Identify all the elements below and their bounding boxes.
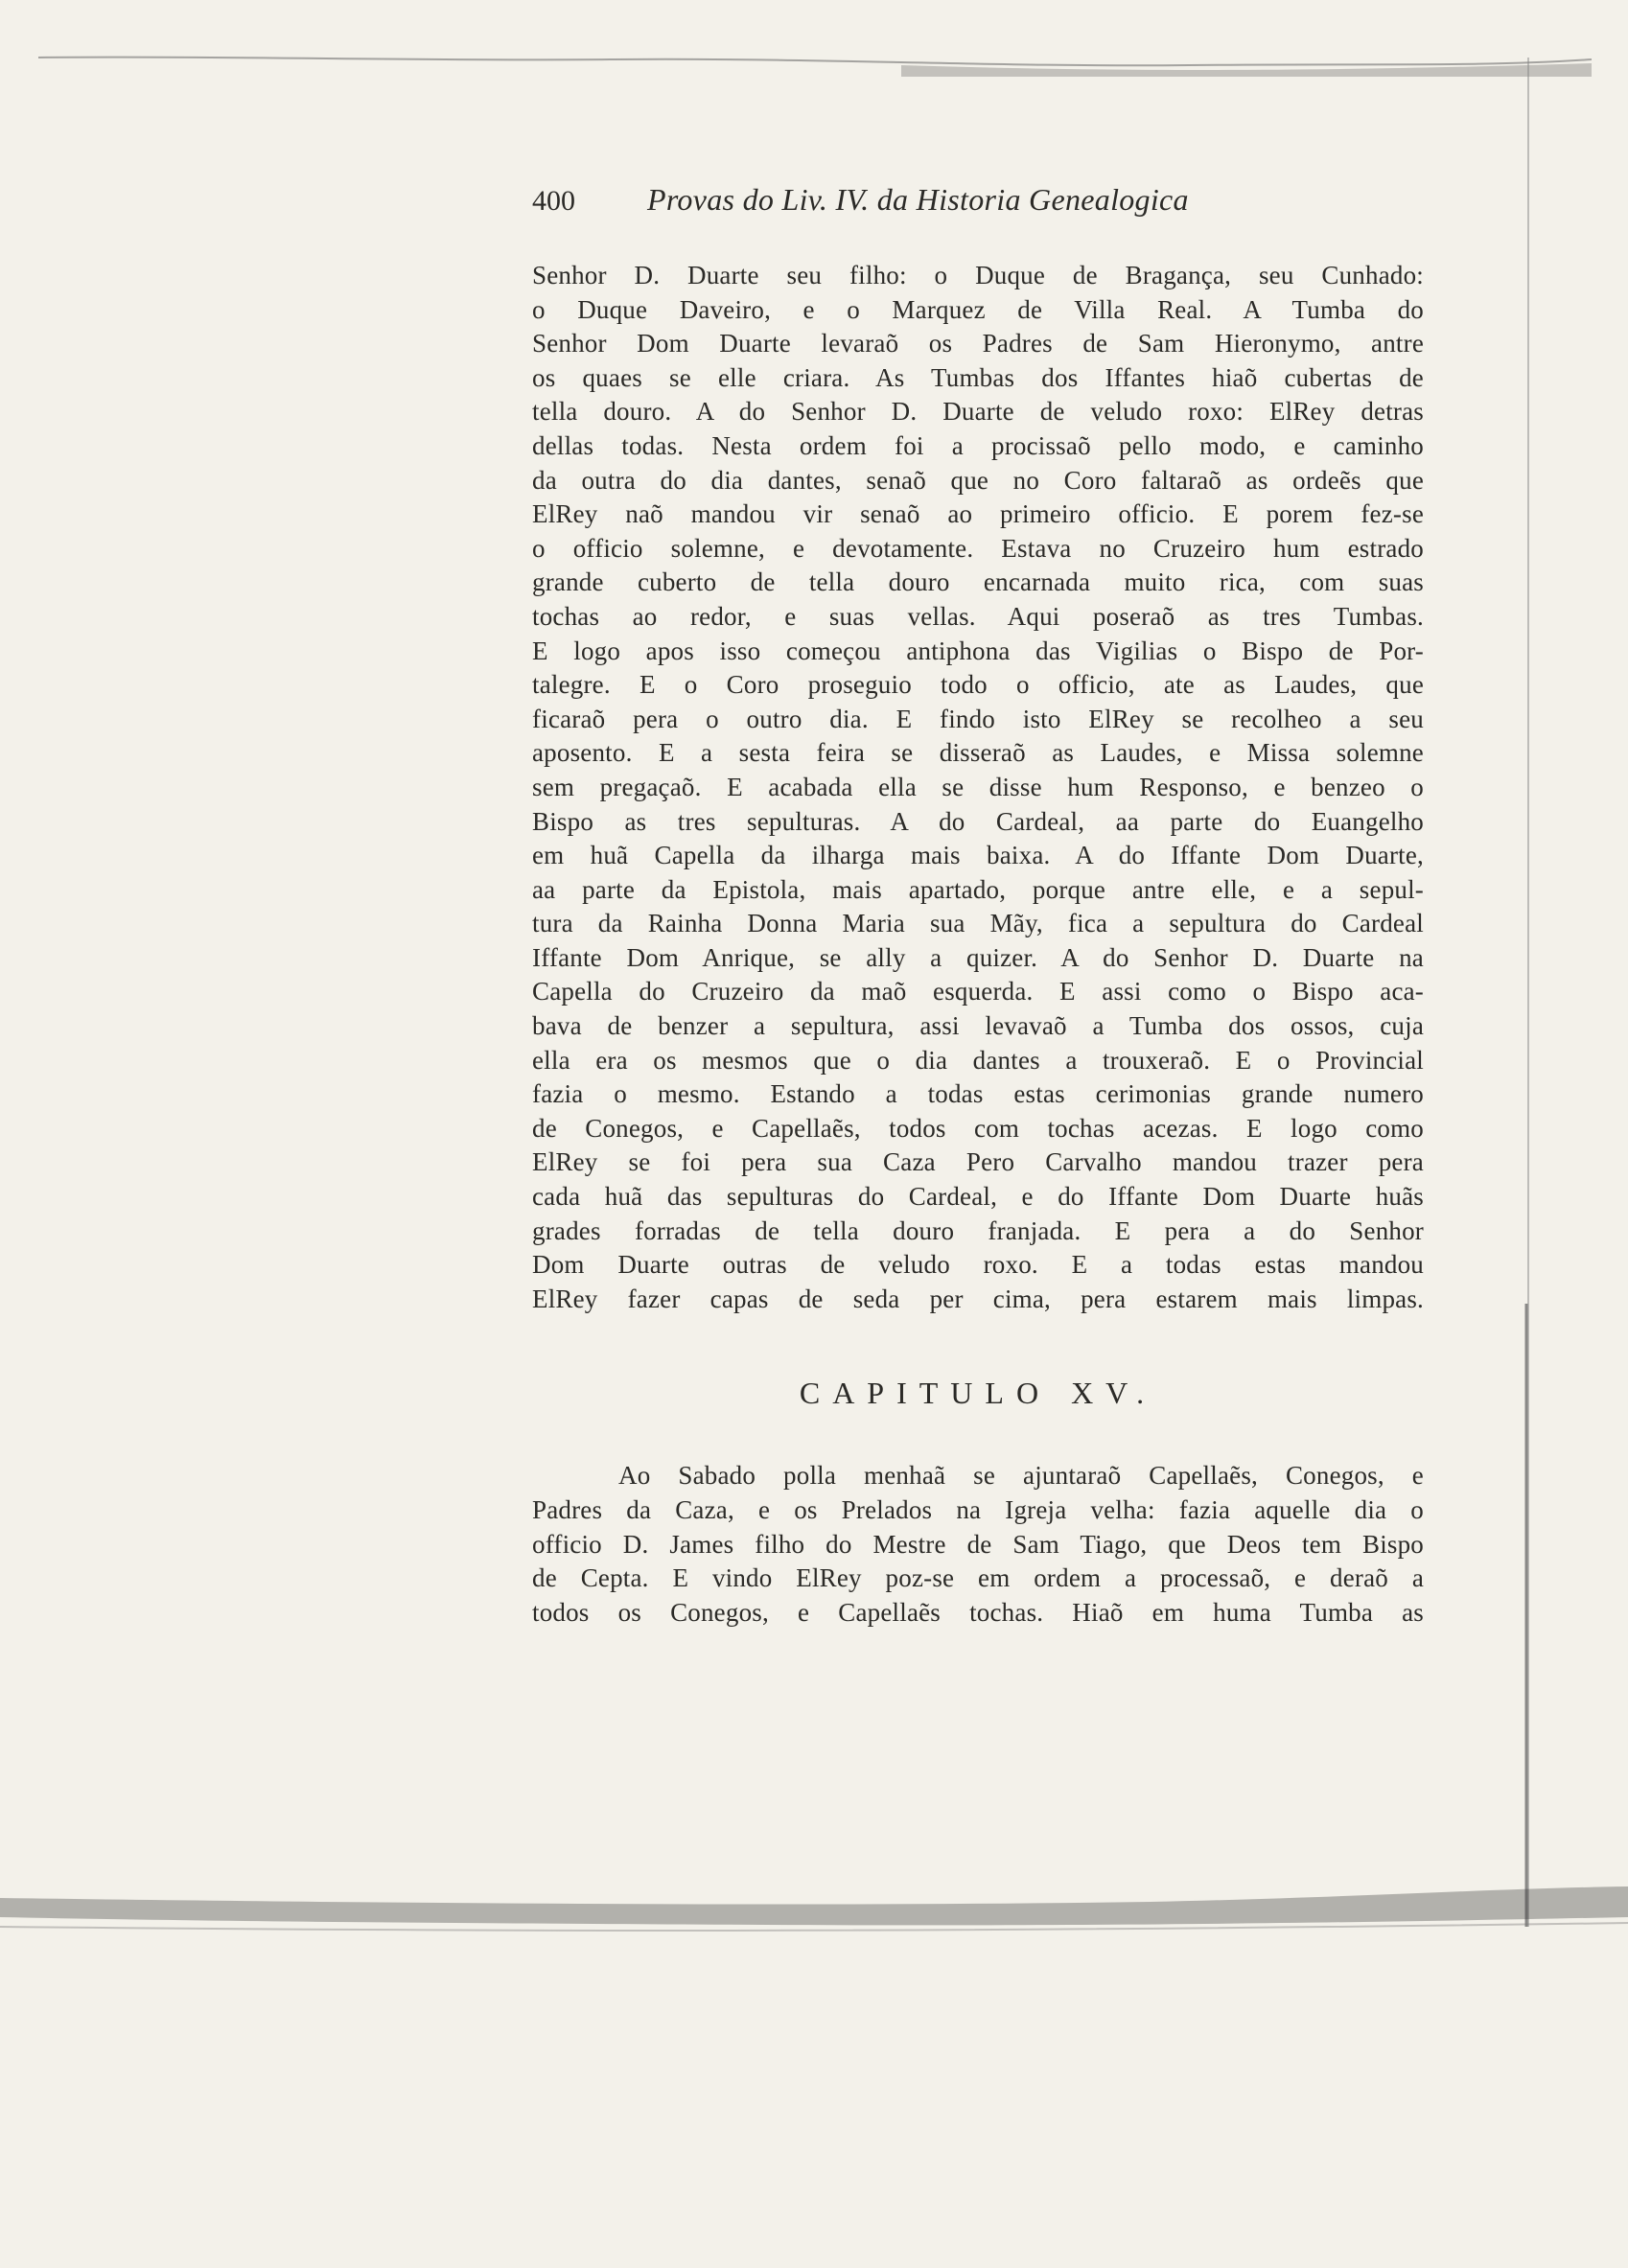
text-line: tura da Rainha Donna Maria sua Mãy, fica a sepultura do Cardeal (532, 909, 1424, 938)
text-line: o officio solemne, e devotamente. Estava no Cruzeiro hum estrado (532, 533, 1424, 563)
text-line: os quaes se elle criara. As Tumbas dos Iffantes hiaõ cubertas de (532, 362, 1424, 392)
text-line: aa parte da Epistola, mais apartado, porque antre elle, e a sepul- (532, 874, 1424, 904)
text-line: ella era os mesmos que o dia dantes a trouxeraõ. E o Provincial (532, 1045, 1424, 1075)
scan-top-edge-shadow (38, 38, 1592, 77)
text-line: talegre. E o Coro proseguio todo o officio, ate as Laudes, que (532, 670, 1424, 700)
paragraph-2 (532, 1459, 1424, 1630)
page-number: 400 (532, 185, 575, 217)
text-line: aposento. E a sesta feira se disseraõ as Laudes, e Missa solemne (532, 738, 1424, 768)
text-line: Padres da Caza, e os Prelados na Igreja velha: fazia aquelle dia o (532, 1495, 1424, 1524)
text-line: sem pregaçaõ. E acabada ella se disse hum Responso, e benzeo o (532, 772, 1424, 801)
running-title: Provas do Liv. IV. da Historia Genealogica (647, 182, 1189, 217)
text-line: grades forradas de tella douro franjada. E pera a do Senhor (532, 1215, 1424, 1245)
text-line: ficaraõ pera o outro dia. E findo isto ElRey se recolheo a seu (532, 704, 1424, 733)
book-page (532, 182, 1424, 1630)
text-line: todos os Conegos, e Capellaẽs tochas. Hiaõ em huma Tumba as (532, 1597, 1424, 1627)
text-line: tella douro. A do Senhor D. Duarte de veludo roxo: ElRey detras (532, 397, 1424, 427)
text-line: Ao Sabado polla menhaã se ajuntaraõ Capellaẽs, Conegos, e (618, 1461, 1424, 1491)
text-line: fazia o mesmo. Estando a todas estas cerimonias grande numero (532, 1079, 1424, 1109)
text-line: ElRey naõ mandou vir senaõ ao primeiro officio. E porem fez-se (532, 499, 1424, 529)
text-line: ElRey se foi pera sua Caza Pero Carvalho mandou trazer pera (532, 1147, 1424, 1177)
text-line: Senhor D. Duarte seu filho: o Duque de Bragança, seu Cunhado: (532, 261, 1424, 289)
chapter-heading: CAPITULO XV. (799, 1376, 1157, 1411)
text-line: Dom Duarte outras de veludo roxo. E a todas estas mandou (532, 1250, 1424, 1280)
text-line: cada huã das sepulturas do Cardeal, e do Iffante Dom Duarte huãs (532, 1182, 1424, 1212)
text-line: de Cepta. E vindo ElRey poz-se em ordem a processaõ, e deraõ a (532, 1563, 1424, 1593)
text-line: da outra do dia dantes, senaõ que no Coro faltaraõ as ordeẽs que (532, 465, 1424, 495)
text-line: ElRey fazer capas de seda per cima, pera estarem mais limpas. (532, 1284, 1424, 1313)
text-line: tochas ao redor, e suas vellas. Aqui poseraõ as tres Tumbas. (532, 601, 1424, 631)
text-line: de Conegos, e Capellaẽs, todos com tochas acezas. E logo como (532, 1113, 1424, 1143)
text-line: em huã Capella da ilharga mais baixa. A do Iffante Dom Duarte, (532, 841, 1424, 870)
text-line: Senhor Dom Duarte levaraõ os Padres de Sam Hieronymo, antre (532, 329, 1424, 359)
paragraph-1 (532, 259, 1424, 1316)
text-line: o Duque Daveiro, e o Marquez de Villa Real. A Tumba do (532, 294, 1424, 324)
text-line: Iffante Dom Anrique, se ally a quizer. A do Senhor D. Duarte na (532, 942, 1424, 972)
scan-right-fold-line (1523, 58, 1542, 1927)
text-line: Bispo as tres sepulturas. A do Cardeal, aa parte do Euangelho (532, 806, 1424, 836)
page-header (532, 182, 1424, 240)
text-line: officio D. James filho do Mestre de Sam Tiago, que Deos tem Bispo (532, 1529, 1424, 1559)
text-line: bava de benzer a sepultura, assi levavaõ a Tumba dos ossos, cuja (532, 1011, 1424, 1041)
text-line: Capella do Cruzeiro da maõ esquerda. E assi como o Bispo aca- (532, 977, 1424, 1007)
text-line: dellas todas. Nesta ordem foi a procissaõ pello modo, e caminho (532, 430, 1424, 460)
scan-bottom-edge-shadow (0, 1879, 1628, 1956)
text-line: grande cuberto de tella douro encarnada muito rica, com suas (532, 567, 1424, 597)
text-line: E logo apos isso começou antiphona das Vigilias o Bispo de Por- (532, 636, 1424, 665)
